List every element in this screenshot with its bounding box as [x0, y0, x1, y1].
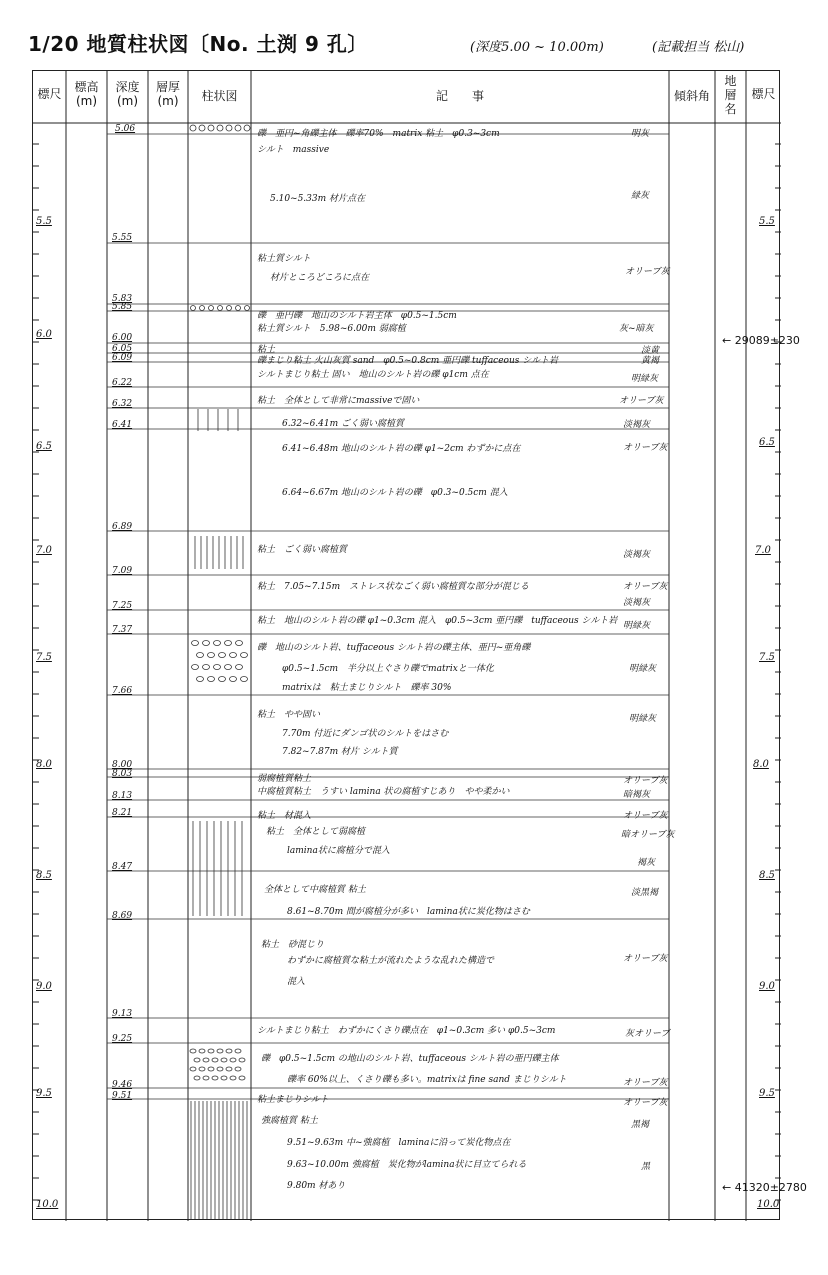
color-note: オリーブ灰 [625, 267, 670, 277]
color-note: オリーブ灰 [623, 1078, 668, 1088]
gravel-mark [244, 125, 250, 131]
gravel-mark [230, 1058, 236, 1062]
description-note: 礫 亜円~角礫主体 礫率70% matrix 粘土 φ0.3~3cm [257, 129, 500, 139]
gravel-mark [219, 653, 226, 658]
col-head-formation: 地 層 名 [724, 74, 737, 116]
gravel-mark [190, 125, 196, 131]
color-note: オリーブ灰 [623, 582, 668, 592]
color-note: 灰~暗灰 [619, 324, 654, 334]
scale-label: 9.5 [36, 1088, 52, 1099]
boring-log-sheet [32, 70, 780, 1220]
gravel-mark [194, 1058, 200, 1062]
description-note: 材片ところどころに点在 [270, 273, 370, 283]
gravel-mark [225, 665, 232, 670]
depth-value: 9.46 [112, 1080, 133, 1090]
description-note: 強腐植質 粘土 [261, 1116, 318, 1126]
color-note: オリーブ灰 [623, 954, 668, 964]
color-note: オリーブ灰 [623, 811, 668, 821]
gravel-mark [221, 1058, 227, 1062]
gravel-mark [226, 1049, 232, 1053]
color-note: 暗オリーブ灰 [621, 830, 675, 840]
description-note: 礫 亜円礫 地山のシルト岩主体 φ0.5~1.5cm [257, 311, 457, 321]
description-note: シルトまじり粘土 わずかにくさり礫点在 φ1~0.3cm 多い φ0.5~3cm [257, 1026, 556, 1036]
gravel-mark [192, 641, 199, 646]
gravel-mark [236, 665, 243, 670]
depth-value: 9.25 [112, 1034, 133, 1044]
gravel-mark [235, 1049, 241, 1053]
color-note: 明緑灰 [629, 664, 657, 674]
color-note: 明緑灰 [631, 374, 659, 384]
color-note: 淡黒褐 [631, 888, 659, 898]
scale-label-right: 5.5 [759, 216, 775, 227]
gravel-mark [194, 1076, 200, 1080]
description-note: 礫 地山のシルト岩、tuffaceous シルト岩の礫主体、亜円~亜角礫 [257, 643, 531, 653]
color-note: 灰オリーブ [625, 1029, 670, 1039]
description-note: 7.70m 付近にダンゴ状のシルトをはさむ [282, 729, 449, 739]
gravel-mark [203, 1076, 209, 1080]
depth-value: 6.32 [112, 399, 133, 409]
gravel-mark [235, 1067, 241, 1071]
depth-value: 8.69 [112, 911, 133, 921]
gravel-mark [230, 677, 237, 682]
col-head-column: 柱状図 [201, 89, 238, 103]
description-note: 弱腐植質粘土 [257, 774, 312, 784]
depth-value: 6.00 [112, 333, 133, 343]
recorder: (記載担当 松山) [652, 40, 745, 55]
description-note: わずかに腐植質な粘土が流れたような乱れた構造で [287, 956, 495, 966]
gravel-mark [197, 653, 204, 658]
color-note: オリーブ灰 [623, 776, 668, 786]
gravel-mark [212, 1076, 218, 1080]
gravel-mark [217, 1067, 223, 1071]
description-note: 粘土質シルト 5.98~6.00m 弱腐植 [257, 324, 406, 334]
depth-value: 5.06 [115, 124, 136, 134]
description-note: 礫率 60%以上、くさり礫も多い。matrixは fine sand まじりシルト [287, 1075, 567, 1085]
description-note: 9.51~9.63m 中~強腐植 laminaに沿って炭化物点在 [287, 1138, 511, 1148]
depth-value: 7.25 [112, 601, 133, 611]
color-note: 明灰 [631, 129, 650, 139]
gravel-mark [225, 641, 232, 646]
gravel-mark [218, 306, 223, 311]
scale-label-right: 8.5 [759, 870, 775, 881]
depth-value: 9.51 [112, 1091, 133, 1101]
depth-value: 5.55 [112, 233, 133, 243]
color-note: 褐灰 [637, 858, 656, 868]
col-head-thickness: 層厚 (m) [155, 80, 180, 108]
scale-label: 5.5 [36, 216, 52, 227]
depth-value: 6.09 [112, 353, 133, 363]
age-annotation: ← 41320±2780 [722, 1181, 807, 1194]
scale-label: 9.0 [36, 981, 52, 992]
description-note: 混入 [287, 977, 306, 987]
description-note: 粘土 材混入 [257, 811, 312, 821]
col-head-depth: 深度 (m) [115, 80, 140, 108]
gravel-mark [214, 665, 221, 670]
gravel-mark [212, 1058, 218, 1062]
depth-value: 5.83 [112, 294, 133, 304]
gravel-mark [192, 665, 199, 670]
description-note: 9.80m 材あり [287, 1181, 346, 1191]
gravel-mark [226, 1067, 232, 1071]
color-note: 淡褐灰 [623, 550, 651, 560]
description-note: 粘土 地山のシルト岩の礫 φ1~0.3cm 混入 φ0.5~3cm 亜円礫 tuffaceous シルト岩 [257, 616, 618, 626]
depth-value: 7.37 [112, 625, 133, 635]
depth-value: 6.41 [112, 420, 133, 430]
col-head-dip: 傾斜角 [673, 89, 710, 103]
depth-value: 8.21 [112, 808, 133, 818]
description-note: 中腐植質粘土 うすい lamina 状の腐植すじあり やや柔かい [257, 787, 510, 797]
scale-label-right: 8.0 [753, 759, 769, 770]
description-note: 全体として中腐植質 粘土 [264, 885, 366, 895]
gravel-mark [217, 1049, 223, 1053]
gravel-mark [241, 677, 248, 682]
description-note: シルト massive [257, 145, 330, 155]
color-note: 黒 [641, 1162, 651, 1172]
gravel-mark [200, 306, 205, 311]
description-note: matrixは 粘土まじりシルト 礫率 30% [282, 683, 452, 693]
gravel-mark [230, 1076, 236, 1080]
depth-value: 9.13 [112, 1009, 133, 1019]
gravel-mark [199, 1049, 205, 1053]
description-note: 5.10~5.33m 材片点在 [270, 194, 366, 204]
scale-label: 7.5 [36, 652, 52, 663]
scale-label: 8.5 [36, 870, 52, 881]
color-note: 淡褐灰 [623, 598, 651, 608]
description-note: lamina状に腐植分で混入 [287, 846, 390, 856]
scale-label-right: 9.5 [759, 1088, 775, 1099]
description-note: 粘土質シルト [257, 254, 311, 264]
depth-value: 5.85 [112, 302, 133, 312]
description-note: 粘土 7.05~7.15m ストレス状なごく弱い腐植質な部分が混じる [257, 582, 529, 592]
gravel-mark [221, 1076, 227, 1080]
depth-value: 6.05 [112, 344, 133, 354]
description-note: 粘土 [257, 345, 276, 355]
depth-value: 6.89 [112, 522, 133, 532]
gravel-mark [230, 653, 237, 658]
description-note: 粘土 全体として弱腐植 [266, 827, 366, 837]
color-note: 黄褐 [641, 356, 660, 366]
gravel-mark [190, 1049, 196, 1053]
color-note: 明緑灰 [623, 621, 651, 631]
gravel-mark [197, 677, 204, 682]
color-note: 黒褐 [631, 1120, 650, 1130]
color-note: オリーブ灰 [623, 443, 668, 453]
page-title: 1/20 地質柱状図〔No. 土渕 9 孔〕 [28, 32, 368, 56]
col-head-scale-right: 標尺 [751, 87, 776, 101]
gravel-mark [219, 677, 226, 682]
description-note: 粘土 やや固い [257, 710, 321, 720]
description-note: 6.32~6.41m ごく弱い腐植質 [282, 419, 405, 429]
description-note: 粘土まじりシルト [257, 1095, 329, 1105]
description-note: 粘土 全体として非常にmassiveで固い [257, 396, 420, 406]
description-note: 粘土 砂混じり [261, 940, 325, 950]
gravel-mark [214, 641, 221, 646]
gravel-mark [208, 1049, 214, 1053]
color-note: 明緑灰 [629, 714, 657, 724]
gravel-mark [217, 125, 223, 131]
depth-range: (深度5.00 ~ 10.00m) [470, 40, 604, 55]
depth-value: 8.13 [112, 791, 133, 801]
scale-label: 6.5 [36, 441, 52, 452]
depth-value: 8.03 [112, 769, 133, 779]
gravel-mark [199, 125, 205, 131]
gravel-mark [235, 125, 241, 131]
gravel-mark [245, 306, 250, 311]
scale-label-right: 7.0 [755, 545, 771, 556]
description-note: 6.41~6.48m 地山のシルト岩の礫 φ1~2cm わずかに点在 [282, 444, 521, 454]
color-note: オリーブ灰 [619, 396, 664, 406]
description-note: シルトまじり粘土 固い 地山のシルト岩の礫 φ1cm 点在 [257, 370, 489, 380]
description-note: 9.63~10.00m 強腐植 炭化物がlamina状に目立てられる [287, 1160, 527, 1170]
depth-value: 8.00 [112, 760, 133, 770]
gravel-mark [208, 125, 214, 131]
depth-value: 8.47 [112, 862, 133, 872]
gravel-mark [208, 1067, 214, 1071]
gravel-mark [236, 306, 241, 311]
description-note: 8.61~8.70m 間が腐植分が多い lamina状に炭化物はさむ [287, 907, 530, 917]
depth-value: 6.22 [112, 378, 133, 388]
col-head-description: 記 事 [435, 89, 484, 103]
depth-value: 7.09 [112, 566, 133, 576]
scale-label: 8.0 [36, 759, 52, 770]
depth-value: 7.66 [112, 686, 133, 696]
description-note: 礫まじり粘土 火山灰質 sand φ0.5~0.8cm 亜円礫 tuffaceous シルト岩 [257, 356, 559, 366]
description-note: 6.64~6.67m 地山のシルト岩の礫 φ0.3~0.5cm 混入 [282, 488, 508, 498]
gravel-mark [208, 677, 215, 682]
scale-label-right: 10.0 [757, 1199, 780, 1210]
scale-label: 7.0 [36, 545, 52, 556]
gravel-mark [239, 1076, 245, 1080]
gravel-mark [199, 1067, 205, 1071]
col-head-elevation: 標高 (m) [74, 80, 99, 108]
gravel-mark [226, 125, 232, 131]
color-note: 緑灰 [631, 191, 650, 201]
color-note: 暗褐灰 [623, 790, 651, 800]
gravel-mark [241, 653, 248, 658]
description-note: φ0.5~1.5cm 半分以上ぐさり礫でmatrixと一体化 [282, 664, 494, 674]
scale-label-right: 6.5 [759, 437, 775, 448]
gravel-mark [191, 306, 196, 311]
description-note: 礫 φ0.5~1.5cm の地山のシルト岩、tuffaceous シルト岩の亜円礫主体 [261, 1054, 559, 1064]
scale-label: 6.0 [36, 329, 52, 340]
gravel-mark [227, 306, 232, 311]
gravel-mark [190, 1067, 196, 1071]
gravel-mark [203, 665, 210, 670]
gravel-mark [209, 306, 214, 311]
gravel-mark [208, 653, 215, 658]
color-note: 淡褐灰 [623, 420, 651, 430]
description-note: 7.82~7.87m 材片 シルト質 [282, 747, 398, 757]
gravel-mark [239, 1058, 245, 1062]
scale-label: 10.0 [36, 1199, 59, 1210]
color-note: オリーブ灰 [623, 1098, 668, 1108]
age-annotation: ← 29089±230 [722, 334, 800, 347]
description-note: 粘土 ごく弱い腐植質 [257, 545, 348, 555]
scale-label-right: 9.0 [759, 981, 775, 992]
col-head-scale: 標尺 [37, 87, 62, 101]
color-note: 淡黄 [641, 346, 660, 356]
gravel-mark [203, 641, 210, 646]
gravel-mark [203, 1058, 209, 1062]
gravel-mark [236, 641, 243, 646]
scale-label-right: 7.5 [759, 652, 775, 663]
